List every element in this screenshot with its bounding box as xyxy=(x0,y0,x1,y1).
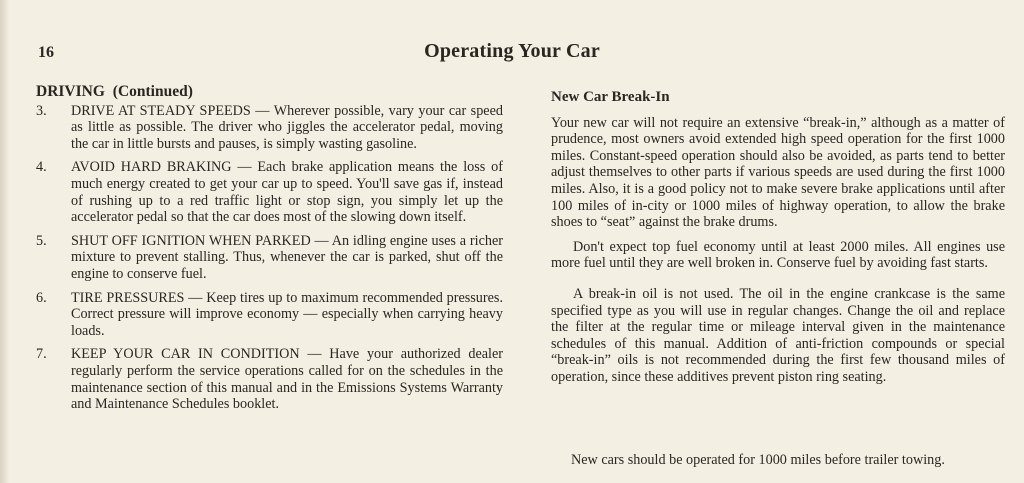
list-item-text: DRIVE AT STEADY SPEEDS — Wherever possible, vary your car speed as little as possible. The driver who jiggles the accelerator pedal, moving the car in little bursts and pauses, is simply wasting gasoline. xyxy=(71,102,503,152)
list-item-keep-condition xyxy=(36,346,503,412)
list-item-shut-off-ignition xyxy=(36,233,503,283)
left-column xyxy=(36,84,503,420)
right-column xyxy=(551,89,1005,394)
list-item-number: 3. xyxy=(36,102,47,119)
footnote-trailer-towing: New cars should be operated for 1000 miles before trailer towing. xyxy=(571,452,945,468)
list-item-avoid-braking xyxy=(36,159,503,225)
list-item-text: TIRE PRESSURES — Keep tires up to maximum recommended pressures. Correct pressure will improve economy — especially when carrying heavy loads. xyxy=(71,289,503,339)
list-item-drive-steady xyxy=(36,103,503,153)
list-item-number: 5. xyxy=(36,232,47,249)
section-heading-break-in: New Car Break-In xyxy=(551,89,670,105)
list-item-text: KEEP YOUR CAR IN CONDITION — Have your authorized dealer regularly perform the service operations called for on the schedules in the maintenance section of this manual and in the Emissions Systems Warranty and Maintenance Schedules booklet. xyxy=(71,346,503,413)
section-heading-text: DRIVING xyxy=(36,83,105,100)
list-item-number: 6. xyxy=(36,289,47,306)
section-heading-continued: (Continued) xyxy=(112,83,193,100)
page-number: 16 xyxy=(38,44,54,61)
list-item-number: 7. xyxy=(36,346,47,363)
page-title: Operating Your Car xyxy=(424,40,600,62)
paragraph-break-in-oil: A break-in oil is not used. The oil in the engine crankcase is the same specified type as you will use in regular changes. Change the oil and replace the filter at the regular time or mileage interval given in the maintenance schedules of this manual. Addition of anti-friction compounds or special “break-in” oils is not recommended during the first few thousand miles of operation, since these additives prevent piston ring seating. xyxy=(551,285,1005,385)
paragraph-break-in: Your new car will not require an extensive “break-in,” although as a matter of prudence, most owners avoid extended high speed operation for the first 1000 miles. Constant-speed operation should also be avoided, as parts tend to better adjust themselves to other parts if various speeds are used during the first 1000 miles. Also, it is a good policy not to make severe brake applications until after 100 miles of in-city or 1000 miles of highway operation, to allow the brake shoes to “seat” against the brake drums. xyxy=(551,114,1005,231)
list-item-number: 4. xyxy=(36,159,47,176)
paragraph-fuel-economy: Don't expect top fuel economy until at least 2000 miles. All engines use more fuel until they are well broken in. Conserve fuel by avoiding fast starts. xyxy=(551,238,1005,272)
section-heading-driving xyxy=(36,84,503,101)
list-item-tire-pressures xyxy=(36,290,503,340)
list-item-text: AVOID HARD BRAKING — Each brake application means the loss of much energy created to get your car up to speed. You'll save gas if, instead of rushing up to a red traffic light or stop sign, you simply let up the accelerator pedal so that the car does most of the slowing down itself. xyxy=(71,159,503,226)
page-edge-shadow xyxy=(0,0,10,483)
list-item-text: SHUT OFF IGNITION WHEN PARKED — An idling engine uses a richer mixture to prevent stalling. Thus, whenever the car is parked, shut off the engine to conserve fuel. xyxy=(71,232,503,282)
